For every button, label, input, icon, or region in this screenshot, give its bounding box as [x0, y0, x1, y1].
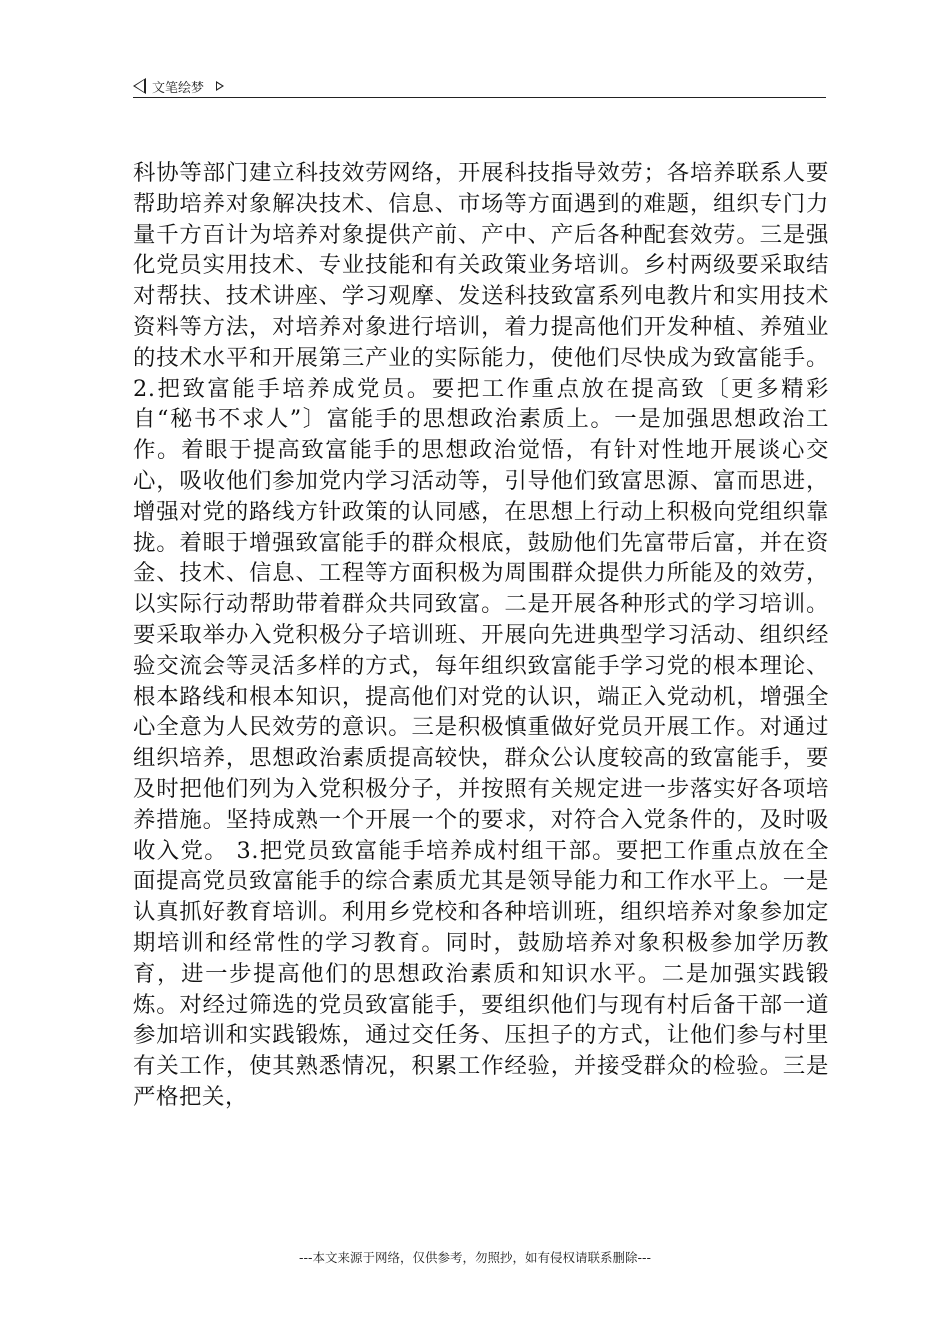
triangle-left-outline-icon	[133, 78, 146, 94]
body-paragraph: 科协等部门建立科技效劳网络，开展科技指导效劳；各培养联系人要帮助培养对象解决技术、信息、市场等方面遇到的难题，组织专门力量千方百计为培养对象提供产前、产中、产后各种配套效劳。三是强化党员实用技术、专业技能和有关政策业务培训。乡村两级要采取结对帮扶、技术讲座、学习观摩、发送科技致富系列电教片和实用技术资料等方法，对培养对象进行培训，着力提高他们开发种植、养殖业的技术水平和开展第三产业的实际能力，使他们尽快成为致富能手。 2.把致富能手培养成党员。要把工作重点放在提高致〔更多精彩自“秘书不求人”〕富能手的思想政治素质上。一是加强思想政治工作。着眼于提高致富能手的思想政治觉悟，有针对性地开展谈心交心，吸收他们参加党内学习活动等，引导他们致富思源、富而思进，增强对党的路线方针政策的认同感，在思想上行动上积极向党组织靠拢。着眼于增强致富能手的群众根底，鼓励他们先富带后富，并在资金、技术、信息、工程等方面积极为周围群众提供力所能及的效劳，以实际行动帮助带着群众共同致富。二是开展各种形式的学习培训。要采取举办入党积极分子培训班、开展向先进典型学习活动、组织经验交流会等灵活多样的方式，每年组织致富能手学习党的根本理论、根本路线和根本知识，提高他们对党的认识，端正入党动机，增强全心全意为人民效劳的意识。三是积极慎重做好党员开展工作。对通过组织培养，思想政治素质提高较快，群众公认度较高的致富能手，要及时把他们列为入党积极分子，并按照有关规定进一步落实好各项培养措施。坚持成熟一个开展一个的要求，对符合入党条件的，及时吸收入党。 3.把党员致富能手培养成村组干部。要把工作重点放在全面提高党员致富能手的综合素质尤其是领导能力和工作水平上。一是认真抓好教育培训。利用乡党校和各种培训班，组织培养对象参加定期培训和经常性的学习教育。同时，鼓励培养对象积极参加学历教育，进一步提高他们的思想政治素质和知识水平。二是加强实践锻炼。对经过筛选的党员致富能手，要组织他们与现有村后备干部一道参加培训和实践锻炼，通过交任务、压担子的方式，让他们参与村里有关工作，使其熟悉情况，积累工作经验，并接受群众的检验。三是严格把关，	[133, 160, 829, 1110]
triangle-right-outline-icon	[216, 81, 224, 91]
page-footer: ---本文来源于网络，仅供参考，勿照抄，如有侵权请联系删除---	[298, 1250, 652, 1265]
header-divider	[133, 97, 826, 98]
header-title: 文笔绘梦	[152, 80, 205, 96]
page-header	[133, 74, 826, 98]
